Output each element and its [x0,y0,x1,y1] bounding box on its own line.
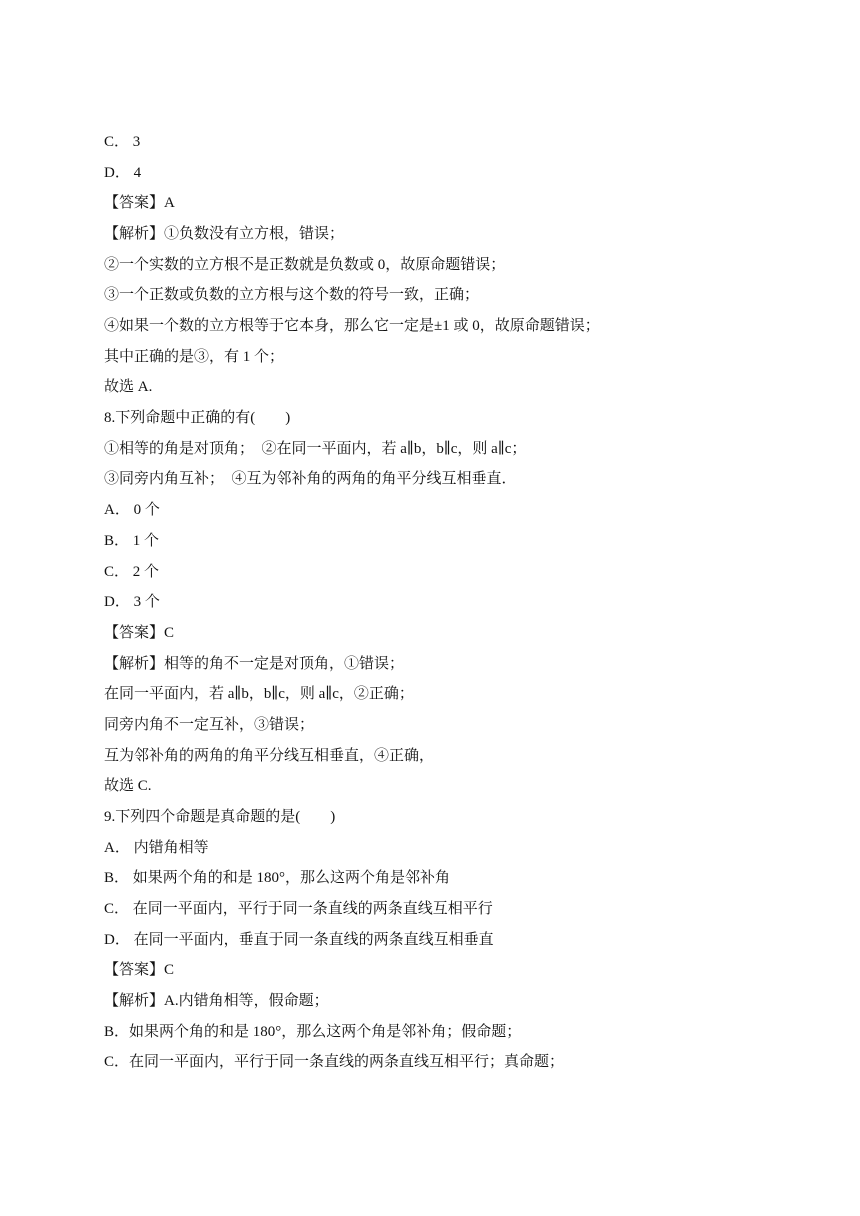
explanation-line: 互为邻补角的两角的角平分线互相垂直，④正确， [104,748,435,764]
option-d-line: D． 4 [104,165,142,181]
explanation-line: 【解析】A.内错角相等，假命题； [104,993,329,1009]
option-c-line: C． 3 [104,134,141,150]
explanation-line: 同旁内角不一定互补，③错误； [104,717,315,733]
explanation-line: ④如果一个数的立方根等于它本身，那么它一定是±1 或 0，故原命题错误； [104,318,600,334]
answer-line: 【答案】C [104,962,175,978]
question-8-statements: ①相等的角是对顶角； ②在同一平面内，若 a∥b，b∥c，则 a∥c； [104,441,527,457]
answer-line: 【答案】A [104,195,175,211]
question-8-statements: ③同旁内角互补； ④互为邻补角的两角的角平分线互相垂直． [104,471,517,487]
question-8-line: 8.下列命题中正确的有( ) [104,410,291,426]
explanation-line: 【解析】相等的角不一定是对顶角，①错误； [104,656,405,672]
explanation-line: 其中正确的是③，有 1 个； [104,349,285,365]
option-d-line: D． 3 个 [104,594,160,610]
option-c-line: C． 2 个 [104,564,160,580]
option-c-line: C． 在同一平面内，平行于同一条直线的两条直线互相平行 [104,901,493,917]
answer-line: 【答案】C [104,625,175,641]
option-d-line: D． 在同一平面内，垂直于同一条直线的两条直线互相垂直 [104,932,494,948]
option-b-line: B． 如果两个角的和是 180°，那么这两个角是邻补角 [104,870,451,886]
explanation-line: 【解析】①负数没有立方根，错误； [104,226,345,242]
explanation-line: ③一个正数或负数的立方根与这个数的符号一致，正确； [104,287,480,303]
explanation-line: B．如果两个角的和是 180°，那么这两个角是邻补角；假命题； [104,1024,522,1040]
question-9-line: 9.下列四个命题是真命题的是( ) [104,809,336,825]
explanation-line: ②一个实数的立方根不是正数就是负数或 0，故原命题错误； [104,257,506,273]
option-a-line: A． 内错角相等 [104,840,209,856]
option-b-line: B． 1 个 [104,533,160,549]
conclusion-line: 故选 C. [104,778,152,794]
explanation-line: C．在同一平面内，平行于同一条直线的两条直线互相平行；真命题； [104,1054,565,1070]
option-a-line: A． 0 个 [104,502,160,518]
conclusion-line: 故选 A. [104,379,153,395]
explanation-line: 在同一平面内，若 a∥b，b∥c，则 a∥c，②正确； [104,686,414,702]
